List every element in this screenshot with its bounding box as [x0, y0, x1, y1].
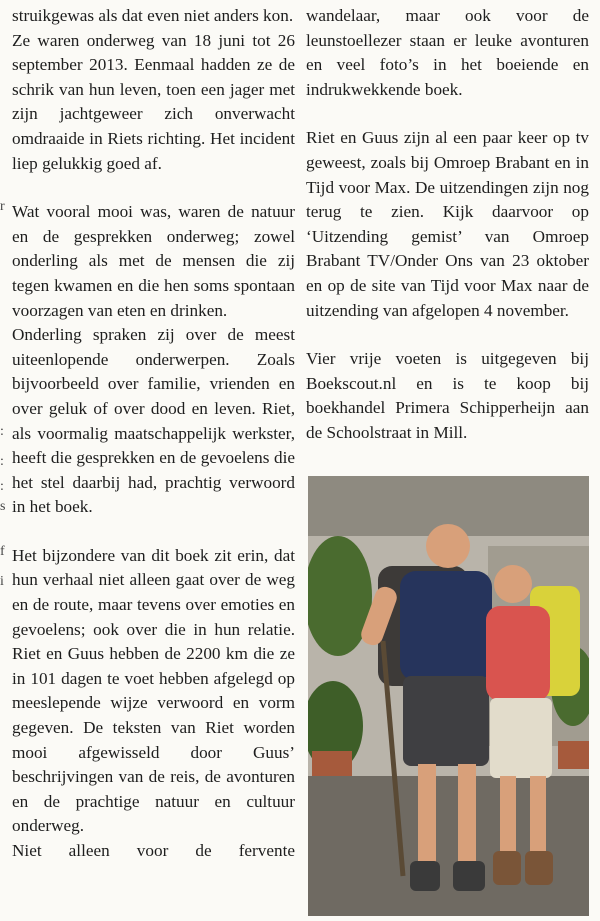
- photo-woman-shorts: [490, 698, 552, 778]
- paragraph: struikgewas als dat even niet anders kon.: [12, 6, 294, 25]
- edge-mark: s: [0, 499, 6, 514]
- paragraph: Vier vrije voeten is uitgegeven bij Boekscout.nl en is te koop bij boekhandel Primera Schipperheijn aan de Schoolstraat in Mill.: [306, 349, 589, 442]
- edge-mark: :: [0, 454, 4, 469]
- photo-woman-boot: [493, 851, 521, 885]
- edge-mark: f: [0, 544, 5, 559]
- paragraph: Wat vooral mooi was, waren de natuur en de gesprekken onderweg; zowel onderling als met de mensen die zij tegen kwamen en die hen soms spontaan voorzagen van eten en drinken.: [12, 202, 295, 320]
- paragraph: wandelaar, maar ook voor de leunstoellezer staan er leuke avonturen en veel foto’s in het boeiende en indrukwekkende boek.: [306, 6, 589, 99]
- photo-flowerpot: [558, 741, 589, 769]
- photo-man-boot: [410, 861, 440, 891]
- edge-mark: :: [0, 424, 4, 439]
- edge-mark: r: [0, 199, 5, 214]
- photo-woman-head: [494, 565, 532, 603]
- paragraph: Riet en Guus zijn al een paar keer op tv geweest, zoals bij Omroep Brabant en in Tijd voor Max. De uitzendingen zijn nog terug te zien. Kijk daarvoor op ‘Uitzending gemist’ van Omroep Brabant TV/Onder Ons van 23 oktober en op de site van Tijd voor Max naar de uitzending van afgelopen 4 november.: [306, 128, 589, 320]
- photo-man-leg: [418, 764, 436, 864]
- photo-hikers-image: [308, 476, 589, 916]
- photo-man-shorts: [403, 676, 489, 766]
- paragraph: Niet alleen voor de fervente: [12, 841, 295, 860]
- paragraph: Het bijzondere van dit boek zit erin, dat hun verhaal niet alleen gaat over de weg en de route, maar tevens over emoties en gevoelens; ook over die in hun relatie. Riet en Guus hebben de 2200 km die ze in 101 dagen te voet hebben afgelegd op meeslepende wijze verwoord en vorm gegeven. De teksten van Riet worden mooi afgewisseld door Guus’ beschrijvingen van de reis, de avonturen en de prachtige natuur en cultuur onderweg.: [12, 545, 295, 836]
- paragraph: Ze waren onderweg van 18 juni tot 26 september 2013. Eenmaal hadden ze de schrik van hun leven, toen een jager met zijn jachtgeweer zich onverwacht omdraaide in Riets richting. Het incident liep gelukkig goed af.: [12, 30, 295, 173]
- photo-woman-boot: [525, 851, 553, 885]
- edge-mark: :: [0, 479, 4, 494]
- photo-woman-shirt: [486, 606, 550, 701]
- photo-man-leg: [458, 764, 476, 864]
- cut-off-column-fragments: [0, 0, 8, 921]
- paragraph: Onderling spraken zij over de meest uiteenlopende onderwerpen. Zoals bijvoorbeeld over familie, vrienden en over geluk of over dood en leven. Riet, als voormalig maatschappelijk werkster, heeft die gesprekken en de gevoelens die het stel daarbij had, prachtig verwoord in het boek.: [12, 325, 295, 517]
- photo-woman-leg: [500, 776, 516, 856]
- photo-man-shirt: [400, 571, 492, 681]
- left-text-column: [12, 4, 295, 864]
- right-text-column: [306, 4, 589, 446]
- photo-ground: [308, 776, 589, 916]
- edge-mark: i: [0, 574, 4, 589]
- photo-man-boot: [453, 861, 485, 891]
- photo-man-head: [426, 524, 470, 568]
- photo-woman-leg: [530, 776, 546, 856]
